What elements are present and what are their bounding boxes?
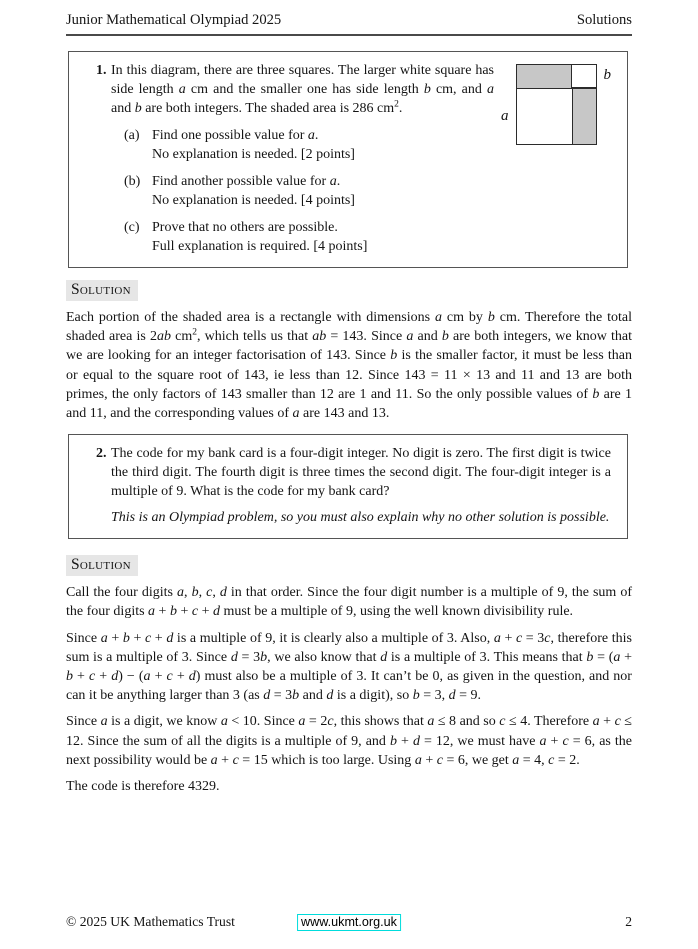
question-1-statement: In this diagram, there are three squares. The larger white square has side length a cm and the smaller one has side length b cm, and a and b are both integers. The shaded area is 286 $cm^2$. xyxy=(111,63,494,116)
question-1-parts xyxy=(124,126,494,256)
diagram-shaded-right-rect xyxy=(572,89,596,144)
solution-2-paragraph-1: Call the four digits a, b, c, d in that order. Since the four digit number is a multiple of 9, the sum of the four digits a + b + c + d must be a multiple of 9, using the well known divisibility rule. xyxy=(66,585,633,620)
question-2-box xyxy=(68,434,628,539)
solution-1-label: Solution xyxy=(66,280,138,301)
diagram-outer-square xyxy=(516,64,597,145)
part-c-label: (c) xyxy=(124,220,140,235)
footer-page-number: 2 xyxy=(625,914,632,929)
question-1-number: 1. xyxy=(96,63,107,78)
page-footer xyxy=(66,914,632,930)
header-right-label: Solutions xyxy=(576,12,632,28)
page-header xyxy=(66,12,632,36)
part-c-text xyxy=(152,218,367,256)
solution-2-label: Solution xyxy=(66,555,138,576)
diagram-label-a: a xyxy=(501,108,509,124)
solution-2-paragraph-2: Since a + b + c + d is a multiple of 9, it is clearly also a multiple of 3. Also, a + c = 3c, therefore this sum is a multiple of 3. Since d = 3b, we also know that d is a multiple of 3. This means that b = (a + b + c + d) − (a + c + d) must also be a multiple of 3. It can’t be 0, as given in the question, and nor can it be anything larger than 3 (as d = 3b and d is a digit), so b = 3, d = 9. xyxy=(66,630,632,704)
part-b-line2: No explanation is needed. [4 points] xyxy=(152,193,355,208)
question-1-part-a xyxy=(124,126,494,164)
part-c-line2: Full explanation is required. [4 points] xyxy=(152,239,368,254)
part-b-text xyxy=(152,172,355,210)
footer-copyright: © 2025 UK Mathematics Trust xyxy=(66,914,235,929)
question-2-statement: The code for my bank card is a four-digit integer. No digit is zero. The first digit is twice the third digit. The fourth digit is three times the second digit. The four-digit integer is a multiple of 9. What is the code for my bank card? xyxy=(111,446,611,500)
question-2-body xyxy=(111,444,611,527)
diagram-label-b: b xyxy=(603,67,611,83)
part-a-line2: No explanation is needed. [2 points] xyxy=(152,147,355,162)
three-squares-diagram xyxy=(501,64,611,256)
question-1-part-b xyxy=(124,172,494,210)
question-1-part-c xyxy=(124,218,494,256)
diagram-small-square-b xyxy=(572,65,596,89)
part-c-line1: Prove that no others are possible. xyxy=(152,220,338,235)
question-1-box xyxy=(68,51,628,268)
question-2-olympiad-note: This is an Olympiad problem, so you must also explain why no other solution is possible. xyxy=(111,510,610,526)
solution-2-paragraph-4: The code is therefore 4329. xyxy=(66,779,220,795)
part-a-label: (a) xyxy=(124,128,140,143)
part-a-line1: Find one possible value for a. xyxy=(152,128,319,143)
part-b-line1: Find another possible value for a. xyxy=(152,174,341,189)
header-title: Junior Mathematical Olympiad 2025 xyxy=(66,12,282,28)
solution-2-paragraph-3: Since a is a digit, we know a < 10. Since a = 2c, this shows that a ≤ 8 and so c ≤ 4. Therefore a + c ≤ 12. Since the sum of all the digits is a multiple of 9, and b + d = 12, we must have a + c = 6, as the next possibility would be a + c = 15 which is too large. Using a + c = 6, we get a = 4, c = 2. xyxy=(66,714,632,768)
part-b-label: (b) xyxy=(124,174,141,189)
question-2-number: 2. xyxy=(96,446,107,462)
solution-1-paragraph: Each portion of the shaded area is a rectangle with dimensions a cm by b cm. Therefore the total shaded area is 2ab $cm^2$, which tells us that ab = 143. Since a and b are both integers, we know that we are looking for an integer factorisation of 143. Since b is the smaller factor, it must be less than or equal to the square root of 143, ie less than 12. Since 143 = 11 × 13 and 11 and 13 are both primes, the only factors of 143 smaller than 12 are 1 and 11. So the only possible values of b are 1 and 11, and the corresponding values of a are 143 and 13. xyxy=(66,310,632,422)
question-1-body xyxy=(111,61,494,256)
part-a-text xyxy=(152,126,355,164)
diagram-shaded-top-rect xyxy=(517,65,572,89)
ukmt-website-link[interactable]: www.ukmt.org.uk xyxy=(297,914,401,931)
diagram-large-square-a xyxy=(517,89,572,144)
